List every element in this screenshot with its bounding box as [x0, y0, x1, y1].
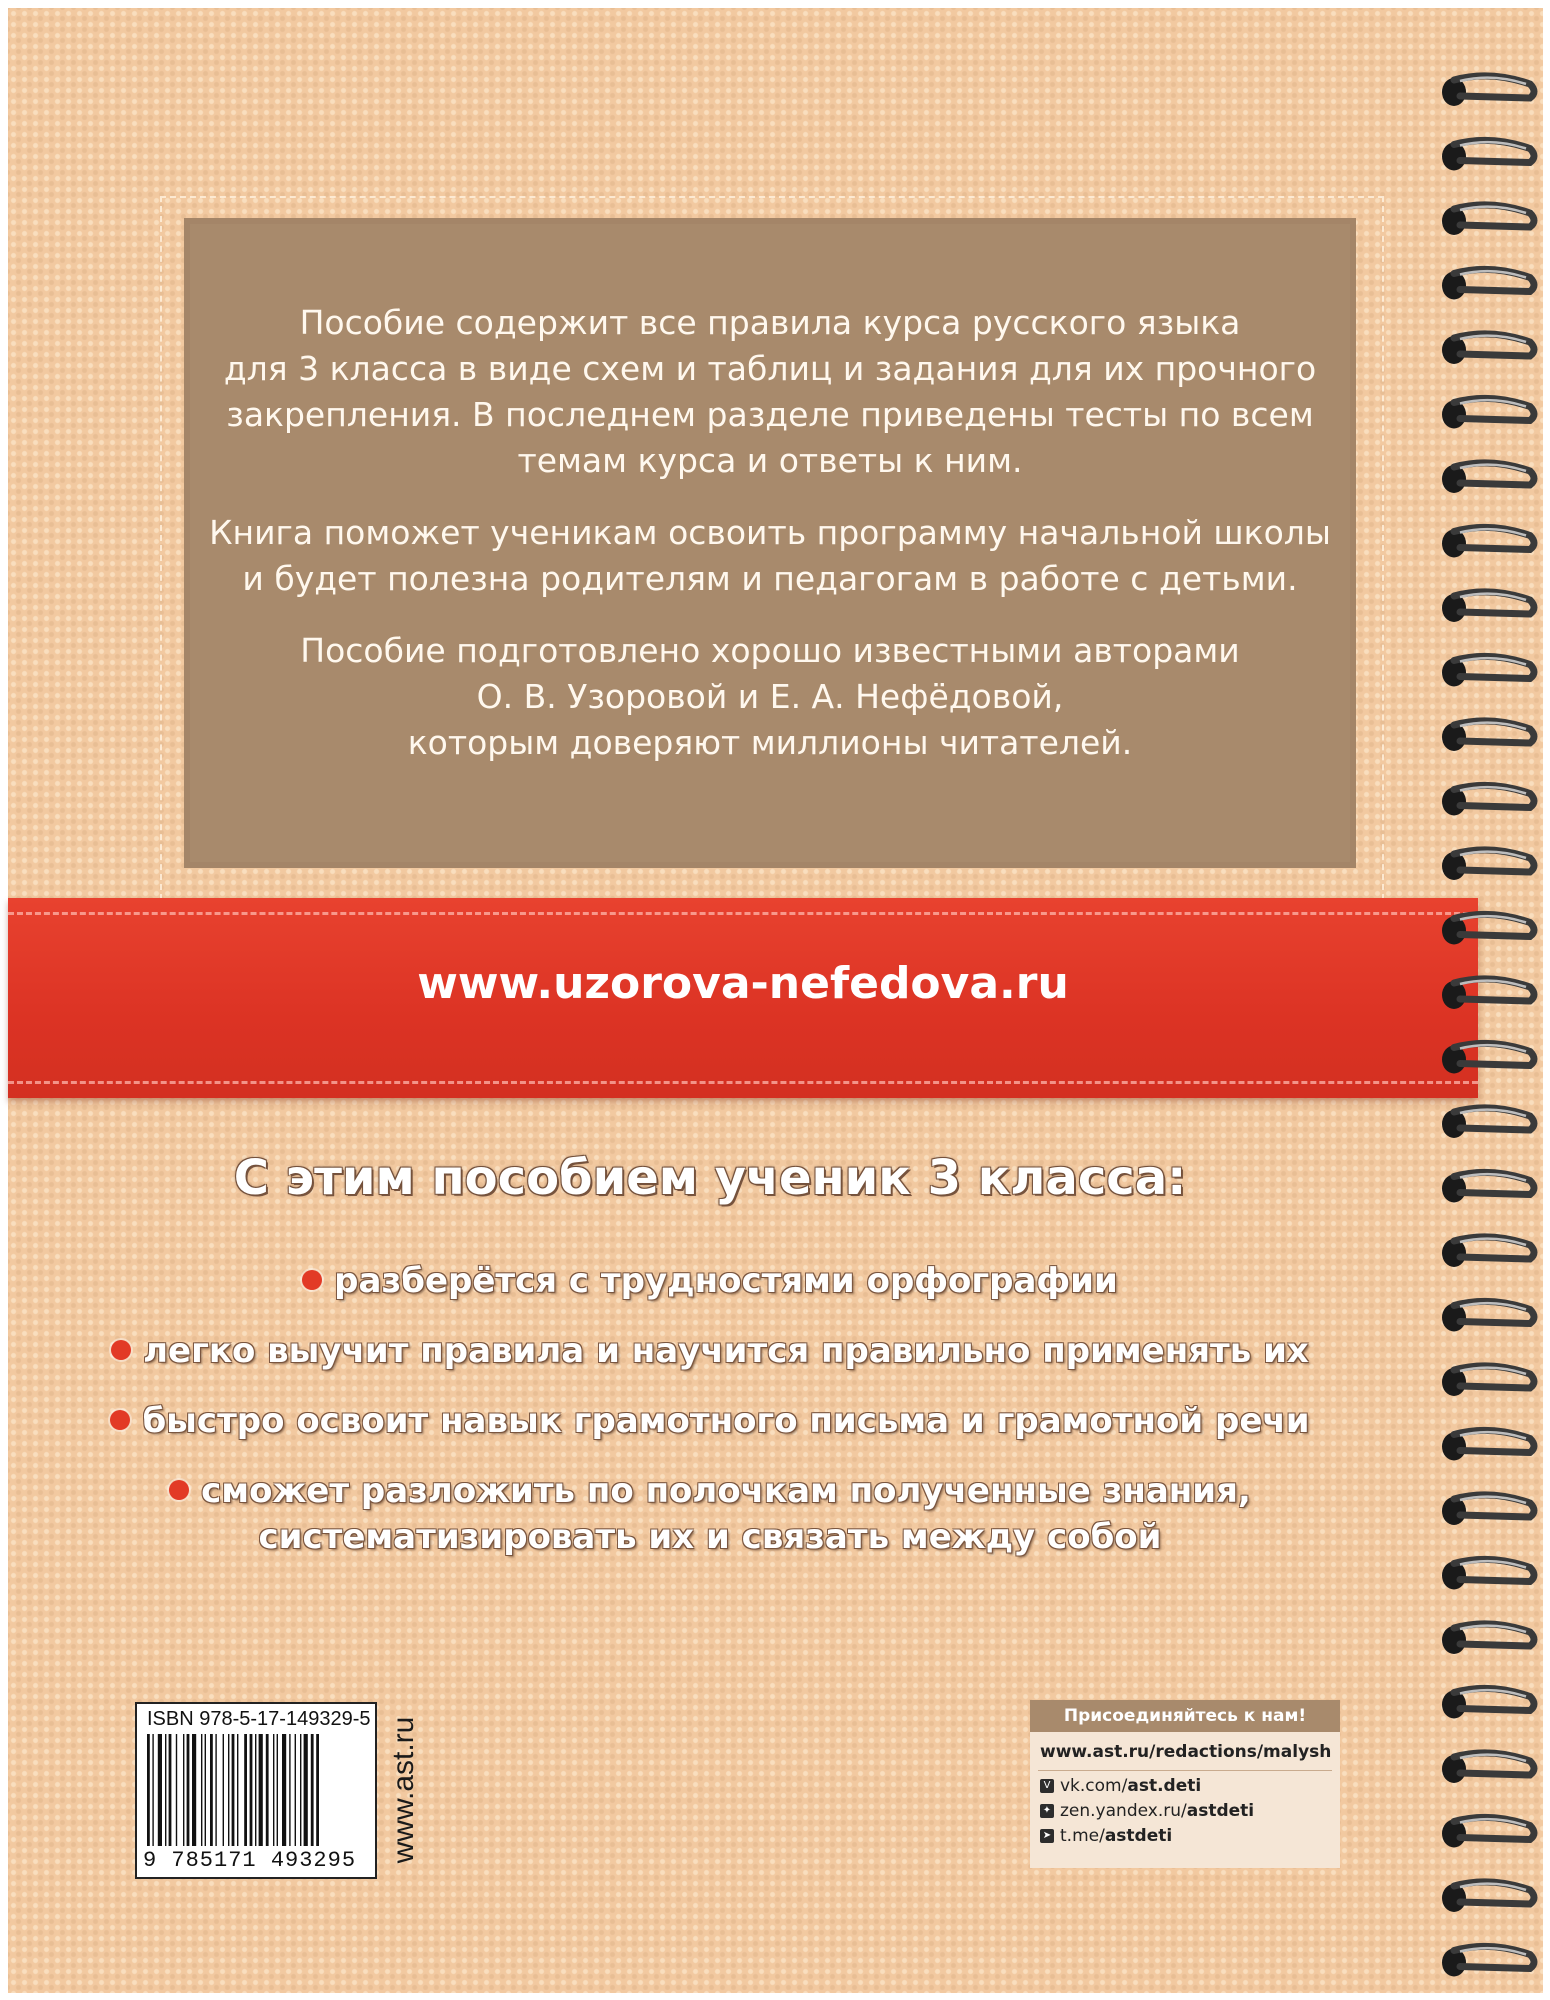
spiral-ring: [1442, 334, 1534, 364]
barcode-bar: [244, 1734, 247, 1846]
spiral-ring: [1442, 785, 1534, 815]
spiral-ring: [1442, 1882, 1534, 1912]
description-panel: [184, 218, 1356, 868]
description-text: [184, 300, 1356, 792]
spiral-ring: [1442, 1559, 1534, 1589]
isbn-number: ISBN 978-5-17-149329-5: [147, 1708, 371, 1730]
description-paragraph-1: Пособие содержит все правила курса русского языка для 3 класса в виде схем и таблиц и задания для их прочного закрепления. В последнем разделе приведены тесты по всем темам курса и ответы к ним.: [223, 303, 1317, 480]
barcode-bar: [232, 1734, 235, 1846]
spiral-ring: [1442, 269, 1534, 299]
barcode-bar: [183, 1734, 184, 1846]
barcode-bar: [300, 1734, 301, 1846]
divider: [1038, 1770, 1332, 1771]
benefit-item: [0, 1258, 1420, 1304]
spiral-ring: [1442, 1495, 1534, 1525]
benefits-heading: С этим пособием ученик 3 класса:: [233, 1150, 1187, 1206]
barcode-bar: [228, 1734, 229, 1846]
red-ribbon: [8, 898, 1478, 1098]
barcode-bar: [250, 1734, 253, 1846]
spiral-ring: [1442, 656, 1534, 686]
bullet-dot-icon: [169, 1480, 189, 1500]
spiral-ring: [1442, 1753, 1534, 1783]
barcode-bar: [289, 1734, 290, 1846]
barcode-bar: [176, 1734, 177, 1846]
website-link[interactable]: www.uzorova-nefedova.ru: [417, 958, 1069, 1009]
barcode-bar: [215, 1734, 216, 1846]
spiral-ring: [1442, 1237, 1534, 1267]
spiral-ring: [1442, 1430, 1534, 1460]
barcode-bar: [304, 1734, 308, 1846]
benefit-text: легко выучит правила и научится правильно применять их: [143, 1331, 1309, 1371]
spiral-ring: [1442, 1043, 1534, 1073]
barcode-bar: [187, 1734, 190, 1846]
zen-icon: ✦: [1040, 1804, 1054, 1818]
barcode-bar: [295, 1734, 296, 1846]
social-link-vk[interactable]: V vk.com/ast.deti: [1030, 1775, 1340, 1800]
social-link-telegram[interactable]: ➤ t.me/astdeti: [1030, 1825, 1340, 1850]
bullet-dot-icon: [302, 1270, 322, 1290]
barcode-bar: [165, 1734, 166, 1846]
publisher-url[interactable]: www.ast.ru: [387, 1716, 420, 1864]
social-site-link[interactable]: www.ast.ru/redactions/malysh: [1040, 1742, 1332, 1762]
benefit-item: [0, 1468, 1420, 1560]
spiral-ring: [1442, 463, 1534, 493]
spiral-ring: [1442, 850, 1534, 880]
barcode-bar: [152, 1734, 153, 1846]
barcode-bar: [311, 1734, 314, 1846]
social-link-zen[interactable]: ✦ zen.yandex.ru/astdeti: [1030, 1800, 1340, 1825]
spiral-ring: [1442, 1624, 1534, 1654]
barcode-bar: [282, 1734, 286, 1846]
barcode-bar: [259, 1734, 263, 1846]
spiral-binding: [1430, 0, 1550, 2000]
spiral-ring: [1442, 1817, 1534, 1847]
spiral-ring: [1442, 76, 1534, 106]
benefit-item: [0, 1398, 1420, 1444]
barcode-digits: 9 785171 493295: [143, 1848, 357, 1873]
description-paragraph-2: Книга поможет ученикам освоить программу начальной школы и будет полезна родителям и педагогам в работе с детьми.: [209, 513, 1331, 598]
spiral-ring: [1442, 1108, 1534, 1138]
bullet-dot-icon: [111, 1340, 131, 1360]
barcode-bar: [223, 1734, 224, 1846]
barcode-bar: [277, 1734, 278, 1846]
bullet-dot-icon: [110, 1410, 130, 1430]
spiral-ring: [1442, 721, 1534, 751]
social-links-box: [1030, 1700, 1340, 1868]
social-heading: Присоединяйтесь к нам!: [1030, 1700, 1340, 1732]
spiral-ring: [1442, 1688, 1534, 1718]
spiral-ring: [1442, 398, 1534, 428]
spiral-ring: [1442, 205, 1534, 235]
barcode-bar: [147, 1734, 150, 1846]
telegram-icon: ➤: [1040, 1829, 1054, 1843]
barcode-bar: [255, 1734, 256, 1846]
vk-icon: V: [1040, 1779, 1054, 1793]
spiral-ring: [1442, 140, 1534, 170]
isbn-barcode: [135, 1702, 377, 1879]
spiral-ring: [1442, 979, 1534, 1009]
barcode-bar: [169, 1734, 172, 1846]
barcode-bar: [316, 1734, 319, 1846]
barcode-bars: [147, 1734, 365, 1846]
spiral-ring: [1442, 1301, 1534, 1331]
spiral-ring: [1442, 527, 1534, 557]
benefit-text: разберётся с трудностями орфографии: [334, 1261, 1118, 1301]
barcode-bar: [210, 1734, 213, 1846]
barcode-bar: [158, 1734, 162, 1846]
barcode-bar: [201, 1734, 202, 1846]
description-paragraph-3: Пособие подготовлено хорошо известными авторами О. В. Узоровой и Е. А. Нефёдовой, которым доверяют миллионы читателей.: [300, 631, 1240, 762]
barcode-bar: [205, 1734, 206, 1846]
spiral-ring: [1442, 914, 1534, 944]
spiral-ring: [1442, 1366, 1534, 1396]
barcode-bar: [273, 1734, 274, 1846]
barcode-bar: [266, 1734, 269, 1846]
barcode-bar: [192, 1734, 196, 1846]
benefit-item: [0, 1328, 1420, 1374]
spiral-ring: [1442, 592, 1534, 622]
benefit-text: сможет разложить по полочкам полученные знания, систематизировать их и связать между собой: [201, 1471, 1251, 1557]
barcode-bar: [237, 1734, 238, 1846]
benefit-text: быстро освоит навык грамотного письма и грамотной речи: [142, 1401, 1310, 1441]
spiral-ring: [1442, 1172, 1534, 1202]
spiral-ring: [1442, 1946, 1534, 1976]
